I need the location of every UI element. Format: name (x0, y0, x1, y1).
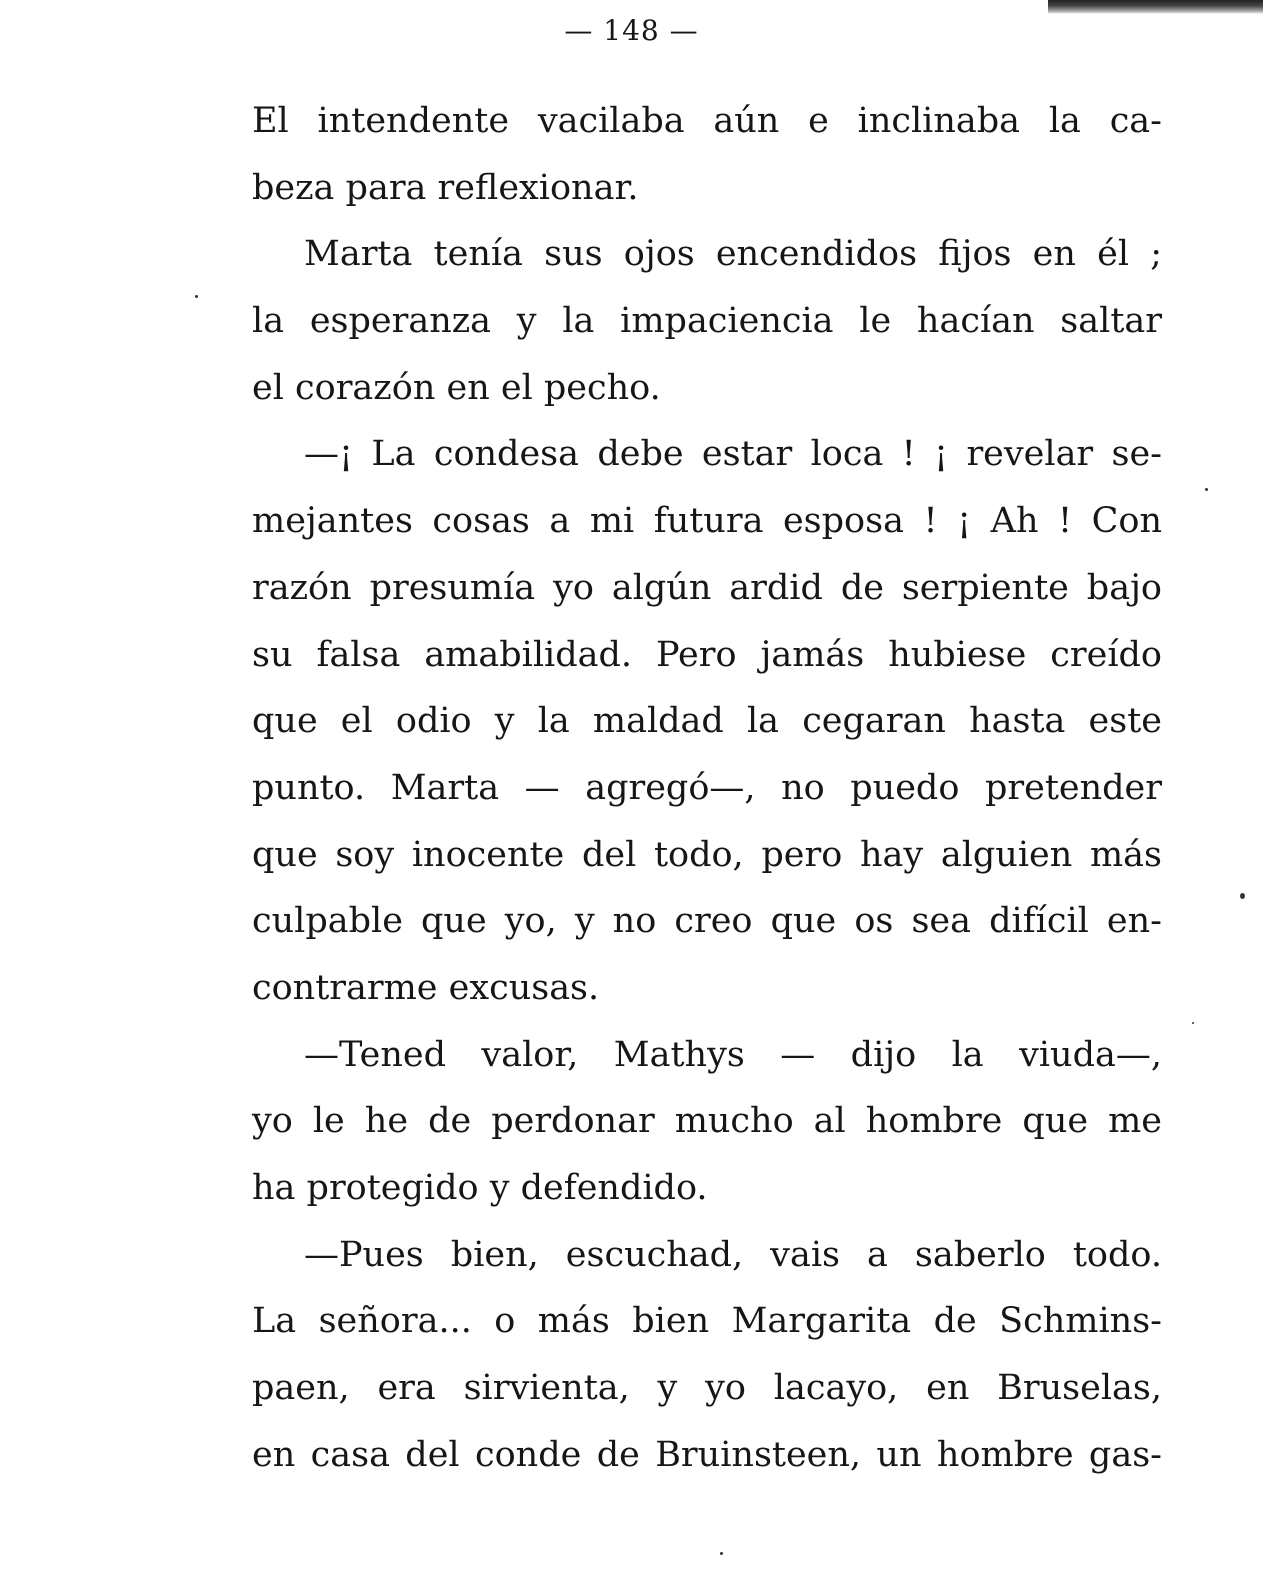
text-line: punto. Marta — agregó—, no puedo pretender (252, 767, 1162, 808)
text-line: mejantes cosas a mi futura esposa ! ¡ Ah ! Con (252, 501, 1162, 542)
text-line: Marta tenía sus ojos encendidos fijos en él ; (304, 234, 1162, 275)
text-line: que soy inocente del todo, pero hay alguien más (252, 834, 1162, 875)
scan-speck (1192, 1022, 1194, 1024)
text-line: La señora... o más bien Margarita de Schmins- (252, 1301, 1162, 1342)
text-line: beza para reflexionar. (252, 167, 639, 208)
text-line: el corazón en el pecho. (252, 367, 661, 408)
text-line: contrarme excusas. (252, 967, 600, 1008)
text-line: —¡ La condesa debe estar loca ! ¡ revelar se- (304, 434, 1162, 475)
text-line: la esperanza y la impaciencia le hacían saltar (252, 301, 1162, 342)
scan-speck (1205, 488, 1208, 491)
text-line: razón presumía yo algún ardid de serpiente bajo (252, 567, 1162, 608)
text-line: El intendente vacilaba aún e inclinaba la ca- (252, 101, 1162, 141)
text-line: yo le he de perdonar mucho al hombre que me (252, 1101, 1162, 1142)
text-line: ha protegido y defendido. (252, 1168, 708, 1208)
scan-speck (195, 295, 198, 298)
page-number: — 148 — (564, 14, 699, 47)
scan-speck (1240, 893, 1245, 899)
scan-speck (720, 1552, 723, 1555)
text-line: —Pues bien, escuchad, vais a saberlo todo. (304, 1234, 1162, 1275)
text-line: su falsa amabilidad. Pero jamás hubiese creído (252, 634, 1162, 675)
book-page-text (252, 88, 1162, 1488)
scan-edge-shadow (1048, 0, 1263, 14)
text-line: paen, era sirvienta, y yo lacayo, en Bruselas, (252, 1368, 1162, 1409)
text-line: culpable que yo, y no creo que os sea difícil en- (252, 901, 1162, 942)
text-line: en casa del conde de Bruinsteen, un hombre gas- (252, 1434, 1162, 1475)
text-line: —Tened valor, Mathys — dijo la viuda—, (304, 1034, 1162, 1075)
text-line: que el odio y la maldad la cegaran hasta este (252, 701, 1162, 742)
